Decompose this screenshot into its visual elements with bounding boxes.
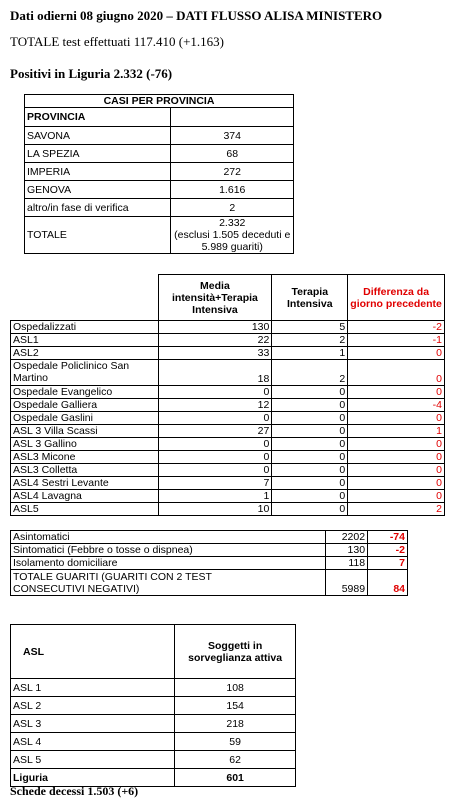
schede-decessi-line: Schede decessi 1.503 (+6) xyxy=(10,784,139,798)
hospital-media: 10 xyxy=(158,503,272,516)
hospital-ti: 0 xyxy=(272,412,348,425)
provincia-value: 2 xyxy=(171,199,294,217)
hospital-media: 130 xyxy=(158,321,272,334)
provincia-name: LA SPEZIA xyxy=(25,145,171,163)
hospital-table xyxy=(10,274,445,516)
status-value: 118 xyxy=(326,557,368,570)
hospital-name: ASL 3 Villa Scassi xyxy=(11,425,159,438)
sorveglianza-value: 62 xyxy=(175,751,296,769)
hospital-media: 18 xyxy=(158,360,272,386)
hospital-media: 0 xyxy=(158,386,272,399)
hospital-diff: 0 xyxy=(348,347,445,360)
hospital-name: Ospedalizzati xyxy=(11,321,159,334)
hospital-diff: 0 xyxy=(348,360,445,386)
status-name: Sintomatici (Febbre o tosse o dispnea) xyxy=(11,544,326,557)
sorveglianza-header-soggetti: Soggetti in sorveglianza attiva xyxy=(175,625,296,679)
hospital-media: 7 xyxy=(158,477,272,490)
provincia-totale-value: 2.332 xyxy=(219,217,246,229)
hospital-name: ASL3 Micone xyxy=(11,451,159,464)
hospital-media: 1 xyxy=(158,490,272,503)
status-table xyxy=(10,530,408,596)
hospital-name: ASL5 xyxy=(11,503,159,516)
status-name: TOTALE GUARITI (GUARITI CON 2 TEST CONSECUTIVI NEGATIVI) xyxy=(11,570,326,596)
col-header-ti: Terapia Intensiva xyxy=(272,275,348,321)
sorveglianza-table xyxy=(10,624,296,787)
sorveglianza-value: 154 xyxy=(175,697,296,715)
provincia-table xyxy=(24,94,294,254)
hospital-diff: 0 xyxy=(348,490,445,503)
status-name: Asintomatici xyxy=(11,531,326,544)
hospital-name: Ospedale Evangelico xyxy=(11,386,159,399)
provincia-subheader: PROVINCIA xyxy=(25,108,171,127)
hospital-diff: 0 xyxy=(348,451,445,464)
sorveglianza-value: 59 xyxy=(175,733,296,751)
hospital-name: ASL4 Sestri Levante xyxy=(11,477,159,490)
hospital-ti: 5 xyxy=(272,321,348,334)
sorveglianza-total-name: Liguria xyxy=(11,769,175,787)
hospital-diff: 0 xyxy=(348,412,445,425)
hospital-ti: 0 xyxy=(272,438,348,451)
sorveglianza-asl: ASL 1 xyxy=(11,679,175,697)
provincia-totale-note: (esclusi 1.505 deceduti e 5.989 guariti) xyxy=(174,229,291,253)
hospital-ti: 0 xyxy=(272,399,348,412)
hospital-media: 27 xyxy=(158,425,272,438)
hospital-name: ASL1 xyxy=(11,334,159,347)
hospital-media: 0 xyxy=(158,464,272,477)
hospital-diff: 1 xyxy=(348,425,445,438)
status-value: 5989 xyxy=(326,570,368,596)
provincia-name: altro/in fase di verifica xyxy=(25,199,171,217)
hospital-diff: 0 xyxy=(348,386,445,399)
provincia-name: GENOVA xyxy=(25,181,171,199)
sorveglianza-value: 108 xyxy=(175,679,296,697)
provincia-name: SAVONA xyxy=(25,127,171,145)
hospital-diff: 0 xyxy=(348,464,445,477)
provincia-value: 374 xyxy=(171,127,294,145)
sorveglianza-asl: ASL 4 xyxy=(11,733,175,751)
hospital-ti: 0 xyxy=(272,451,348,464)
hospital-diff: -1 xyxy=(348,334,445,347)
col-header-diff: Differenza da giorno precedente xyxy=(348,275,445,321)
status-diff: 84 xyxy=(368,570,408,596)
hospital-media: 0 xyxy=(158,412,272,425)
hospital-ti: 0 xyxy=(272,425,348,438)
page-title: Dati odierni 08 giugno 2020 – DATI FLUSSO ALISA MINISTERO xyxy=(10,8,383,23)
hospital-diff: -2 xyxy=(348,321,445,334)
hospital-media: 0 xyxy=(158,451,272,464)
hospital-diff: 0 xyxy=(348,438,445,451)
hospital-media: 22 xyxy=(158,334,272,347)
hospital-media: 12 xyxy=(158,399,272,412)
hospital-ti: 2 xyxy=(272,360,348,386)
provincia-value: 68 xyxy=(171,145,294,163)
provincia-value: 272 xyxy=(171,163,294,181)
hospital-diff: 0 xyxy=(348,477,445,490)
hospital-ti: 1 xyxy=(272,347,348,360)
provincia-name: IMPERIA xyxy=(25,163,171,181)
positivi-line: Positivi in Liguria 2.332 (-76) xyxy=(10,66,173,81)
col-header-media: Media intensità+Terapia Intensiva xyxy=(158,275,272,321)
hospital-name: Ospedale Gaslini xyxy=(11,412,159,425)
provincia-subheader-empty xyxy=(171,108,294,127)
hospital-name: Ospedale Policlinico San Martino xyxy=(11,360,159,386)
hospital-ti: 0 xyxy=(272,503,348,516)
provincia-totale-label: TOTALE xyxy=(25,217,171,254)
hospital-name: ASL 3 Gallino xyxy=(11,438,159,451)
hospital-media: 33 xyxy=(158,347,272,360)
hospital-ti: 0 xyxy=(272,464,348,477)
hospital-media: 0 xyxy=(158,438,272,451)
sorveglianza-value: 218 xyxy=(175,715,296,733)
status-diff: -74 xyxy=(368,531,408,544)
provincia-table-title: CASI PER PROVINCIA xyxy=(25,95,294,108)
totale-test-line: TOTALE test effettuati 117.410 (+1.163) xyxy=(10,34,225,49)
hospital-diff: 2 xyxy=(348,503,445,516)
sorveglianza-total-value: 601 xyxy=(175,769,296,787)
status-diff: 7 xyxy=(368,557,408,570)
hospital-name: Ospedale Galliera xyxy=(11,399,159,412)
sorveglianza-asl: ASL 3 xyxy=(11,715,175,733)
hospital-corner xyxy=(11,275,159,321)
status-diff: -2 xyxy=(368,544,408,557)
provincia-totale-cell xyxy=(171,217,294,254)
hospital-name: ASL4 Lavagna xyxy=(11,490,159,503)
sorveglianza-asl: ASL 2 xyxy=(11,697,175,715)
sorveglianza-header-asl: ASL xyxy=(11,625,175,679)
sorveglianza-asl: ASL 5 xyxy=(11,751,175,769)
hospital-diff: -4 xyxy=(348,399,445,412)
status-value: 130 xyxy=(326,544,368,557)
hospital-name: ASL3 Colletta xyxy=(11,464,159,477)
provincia-value: 1.616 xyxy=(171,181,294,199)
hospital-name: ASL2 xyxy=(11,347,159,360)
status-value: 2202 xyxy=(326,531,368,544)
hospital-ti: 0 xyxy=(272,386,348,399)
hospital-ti: 0 xyxy=(272,490,348,503)
hospital-ti: 0 xyxy=(272,477,348,490)
status-name: Isolamento domiciliare xyxy=(11,557,326,570)
hospital-ti: 2 xyxy=(272,334,348,347)
